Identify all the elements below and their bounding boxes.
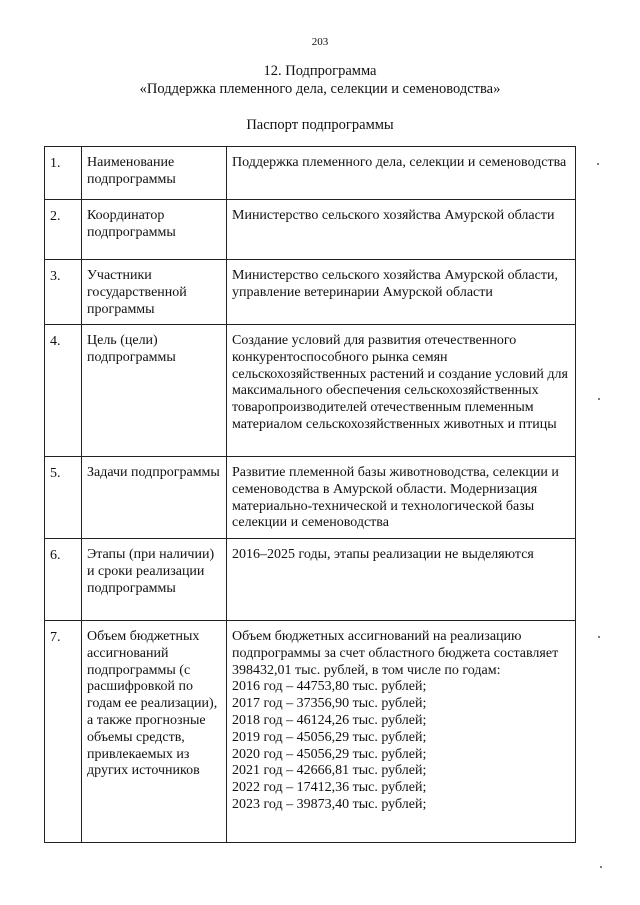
table-row (45, 457, 576, 539)
table-row (45, 147, 576, 200)
row-value: Создание условий для развития отечественного конкурентоспособного рынка семян сельскохозяйственных растений и создание условий для максимального обеспечения сельскохозяйственных товаропроизводителей отечественным племенным материалом сельскохозяйственных животных и птицы (227, 325, 576, 457)
row-value: Поддержка племенного дела, селекции и семеноводства (227, 147, 576, 200)
budget-year-line: 2021 год – 42666,81 тыс. рублей; (232, 763, 427, 779)
table-row (45, 325, 576, 457)
row-label: Этапы (при наличии) и сроки реализации подпрограммы (82, 539, 227, 621)
row-value (227, 621, 576, 843)
row-number: 5. (45, 457, 82, 539)
row-label: Участники государственной программы (82, 260, 227, 325)
budget-year-line: 2020 год – 45056,29 тыс. рублей; (232, 746, 427, 762)
row-value: Министерство сельского хозяйства Амурской области, управление ветеринарии Амурской области (227, 260, 576, 325)
table-row (45, 539, 576, 621)
scan-speck (597, 163, 599, 165)
budget-intro: Объем бюджетных ассигнований на реализацию подпрограммы за счет областного бюджета составляет 398432,01 тыс. рублей, в том числе по годам: (232, 629, 559, 678)
row-value: Министерство сельского хозяйства Амурской области (227, 200, 576, 260)
row-label: Цель (цели) подпрограммы (82, 325, 227, 457)
row-number: 3. (45, 260, 82, 325)
budget-year-line: 2019 год – 45056,29 тыс. рублей; (232, 729, 427, 745)
budget-year-line: 2016 год – 44753,80 тыс. рублей; (232, 679, 427, 695)
subprogram-heading-line1: 12. Подпрограмма (263, 63, 377, 79)
subprogram-heading (0, 62, 640, 98)
row-label: Объем бюджетных ассигнований подпрограммы (с расшифровкой по годам ее реализации), а также прогнозные объемы средств, привлекаемых из других источников (82, 621, 227, 843)
budget-year-line: 2017 год – 37356,90 тыс. рублей; (232, 696, 427, 712)
row-value: Развитие племенной базы животноводства, селекции и семеноводства в Амурской области. Модернизация материально-технической и технологической базы селекции и семеноводства (227, 457, 576, 539)
passport-table (44, 146, 576, 843)
scan-speck (598, 636, 600, 638)
table-row (45, 260, 576, 325)
row-label: Наименование подпрограммы (82, 147, 227, 200)
row-number: 4. (45, 325, 82, 457)
row-label: Задачи подпрограммы (82, 457, 227, 539)
row-number: 2. (45, 200, 82, 260)
subprogram-heading-line2: «Поддержка племенного дела, селекции и семеноводства» (139, 81, 501, 97)
row-value: 2016–2025 годы, этапы реализации не выделяются (227, 539, 576, 621)
table-row (45, 200, 576, 260)
row-number: 6. (45, 539, 82, 621)
scan-speck (598, 398, 600, 400)
passport-title: Паспорт подпрограммы (246, 117, 394, 133)
row-label: Координатор подпрограммы (82, 200, 227, 260)
page-number: 203 (311, 36, 329, 48)
budget-year-line: 2022 год – 17412,36 тыс. рублей; (232, 780, 427, 796)
scan-speck (600, 866, 602, 868)
budget-year-line: 2023 год – 39873,40 тыс. рублей; (232, 796, 427, 812)
row-number: 1. (45, 147, 82, 200)
row-number: 7. (45, 621, 82, 843)
budget-year-line: 2018 год – 46124,26 тыс. рублей; (232, 712, 427, 728)
table-row (45, 621, 576, 843)
